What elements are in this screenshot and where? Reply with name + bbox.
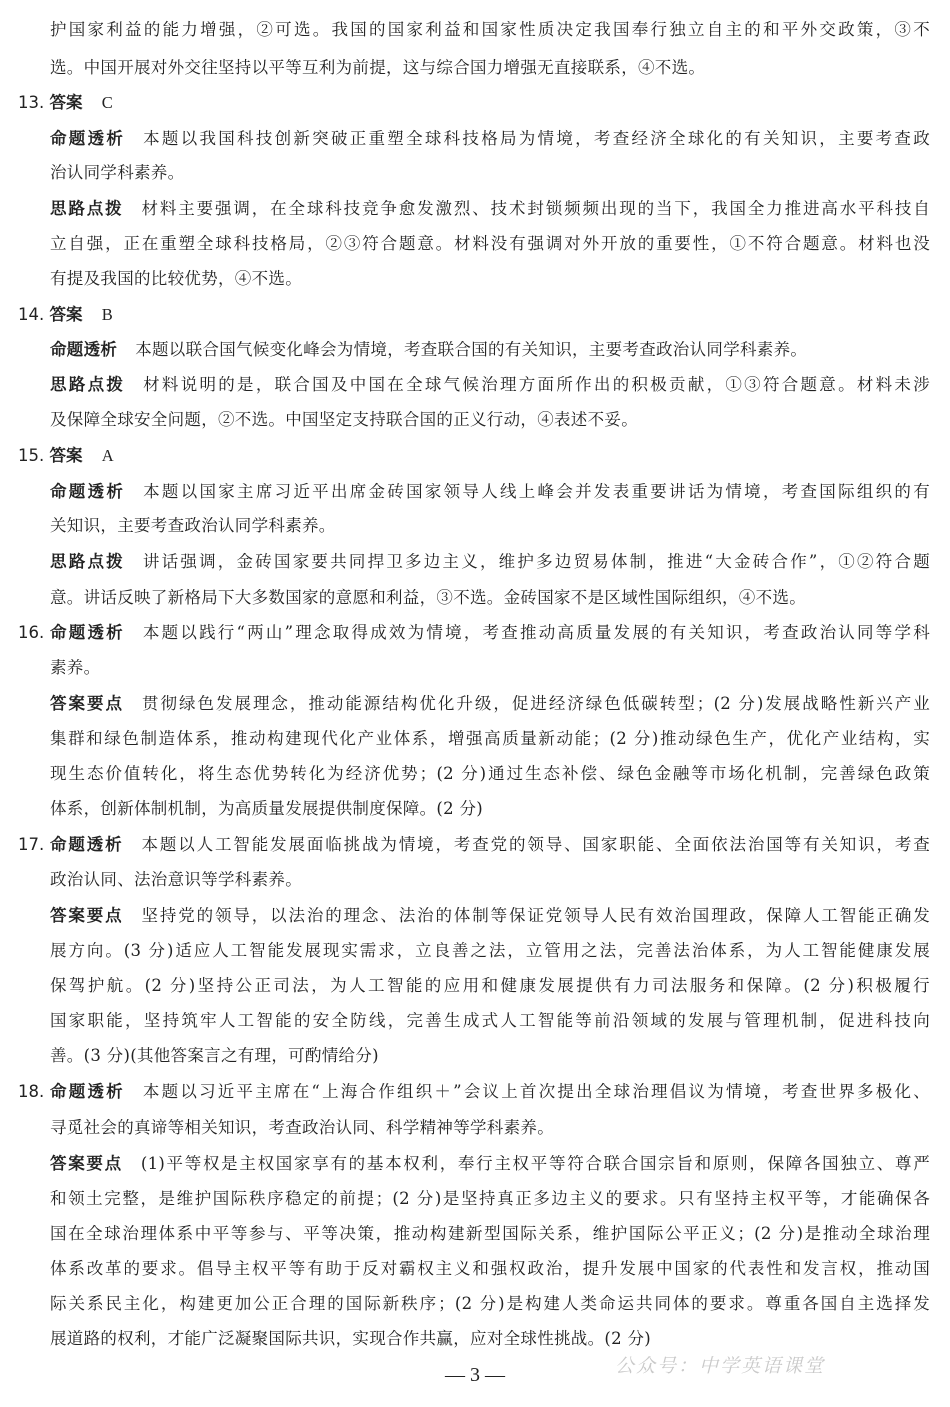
text-line: 有提及我国的比较优势，④不选。: [50, 269, 302, 288]
q14-intro: [50, 338, 930, 362]
text-line: 立自强，正在重塑全球科技格局，②③符合题意。材料没有强调对外开放的重要性，①不符合题意。材料也没: [50, 234, 930, 253]
analysis-text: 材料主要强调，在全球科技竞争愈发激烈、技术封锁频频出现的当下，我国全力推进高水平科技自: [141, 199, 930, 218]
q18-key: [50, 1152, 930, 1176]
key-points-label: 答案要点: [50, 694, 124, 713]
q14-answer-row: [18, 303, 113, 327]
intro-label: 命题透析: [50, 835, 124, 854]
q16-key: [50, 692, 930, 716]
answer-label: 答案: [49, 305, 83, 324]
q15-intro: [50, 480, 930, 504]
intro-label: 命题透析: [50, 1082, 125, 1101]
intro-text: 本题以践行“两山”理念取得成效为情境，考查推动高质量发展的有关知识，考查政治认同等学科: [142, 623, 930, 642]
text-line: 展道路的权利，才能广泛凝聚国际共识，实现合作共赢，应对全球性挑战。(2 分): [50, 1329, 652, 1348]
intro-label: 命题透析: [50, 340, 118, 359]
intro-text: 本题以联合国气候变化峰会为情境，考查联合国的有关知识，主要考查政治认同学科素养。: [135, 340, 808, 359]
q17-intro: [50, 833, 930, 857]
q18-number: 18.: [18, 1082, 45, 1101]
answer-label: 答案: [49, 93, 83, 112]
key-points-label: 答案要点: [50, 1154, 123, 1173]
text-line: 寻觅社会的真谛等相关知识，考查政治认同、科学精神等学科素养。: [50, 1118, 554, 1137]
text-line: 展方向。(3 分)适应人工智能发展现实需求，立良善之法，立管用之法，完善法治体系，为人工智能健康发展: [50, 941, 930, 960]
intro-text: 本题以国家主席习近平出席金砖国家领导人线上峰会并发表重要讲话为情境，考查国际组织的有: [143, 482, 930, 501]
intro-label: 命题透析: [50, 129, 126, 148]
question-number: 15.: [18, 446, 45, 465]
q13-intro: [50, 127, 930, 151]
q17-number: 17.: [18, 835, 45, 854]
answer-letter: C: [101, 93, 113, 112]
text-line: 关知识，主要考查政治认同学科素养。: [50, 516, 336, 535]
text-line: 际关系民主化，构建更加公正合理的国际新秩序；(2 分)是构建人类命运共同体的要求。尊重各国自主选择发: [50, 1294, 930, 1313]
text-line: 保驾护航。(2 分)坚持公正司法，为人工智能的应用和健康发展提供有力司法服务和保障。(2 分)积极履行: [50, 976, 930, 995]
text-line: 集群和绿色制造体系，推动构建现代化产业体系，增强高质量新动能；(2 分)推动绿色生产，优化产业结构，实: [50, 729, 930, 748]
q15-analysis: [50, 550, 930, 574]
q14-analysis: [50, 373, 930, 397]
analysis-label: 思路点拨: [50, 375, 126, 394]
text-line: 治认同学科素养。: [50, 163, 185, 182]
answer-letter: A: [101, 446, 114, 465]
q15-answer-row: [18, 444, 114, 468]
analysis-text: 材料说明的是，联合国及中国在全球气候治理方面所作出的积极贡献，①③符合题意。材料未涉: [143, 375, 930, 394]
text-line: 体系，创新体制机制，为高质量发展提供制度保障。(2 分): [50, 799, 484, 818]
q18-intro: [50, 1080, 930, 1104]
text-line: 善。(3 分)(其他答案言之有理，可酌情给分): [50, 1046, 379, 1065]
key-text: 贯彻绿色发展理念，推动能源结构优化升级，促进经济绿色低碳转型；(2 分)发展战略性新兴产业: [141, 694, 931, 713]
text-line: 素养。: [50, 658, 101, 677]
text-line: 及保障全球安全问题，②不选。中国坚定支持联合国的正义行动，④表述不妥。: [50, 410, 638, 429]
text-line: 护国家利益的能力增强，②可选。我国的国家利益和国家性质决定我国奉行独立自主的和平外交政策，③不: [50, 20, 930, 39]
text-line: 政治认同、法治意识等学科素养。: [50, 870, 302, 889]
intro-label: 命题透析: [50, 623, 125, 642]
analysis-text: 讲话强调，金砖国家要共同捍卫多边主义，维护多边贸易体制，推进“大金砖合作”，①②符合题: [142, 552, 930, 571]
intro-text: 本题以人工智能发展面临挑战为情境，考查党的领导、国家职能、全面依法治国等有关知识，考查: [141, 835, 930, 854]
answer-letter: B: [101, 305, 113, 324]
q16-intro: [50, 621, 930, 645]
text-line: 和领土完整，是维护国际秩序稳定的前提；(2 分)是坚持真正多边主义的要求。只有坚持主权平等，才能确保各: [50, 1189, 930, 1208]
q13-analysis: [50, 197, 930, 221]
text-line: 意。讲话反映了新格局下大多数国家的意愿和利益，③不选。金砖国家不是区域性国际组织，④不选。: [50, 588, 806, 607]
analysis-label: 思路点拨: [50, 199, 124, 218]
text-line: 体系改革的要求。倡导主权平等有助于反对霸权主义和强权政治，提升发展中国家的代表性和发言权，推动国: [50, 1259, 930, 1278]
watermark: 公众号：中学英语课堂: [615, 1355, 826, 1377]
key-text: (1)平等权是主权国家享有的基本权利，奉行主权平等符合联合国宗旨和原则，保障各国独立、尊严: [140, 1154, 931, 1173]
intro-text: 本题以我国科技创新突破正重塑全球科技格局为情境，考查经济全球化的有关知识，主要考查政: [143, 129, 930, 148]
question-number: 14.: [18, 305, 45, 324]
q16-number: 16.: [18, 623, 45, 642]
text-line: 国家职能，坚持筑牢人工智能的安全防线，完善生成式人工智能等前沿领域的发展与管理机制，促进科技向: [50, 1011, 930, 1030]
key-text: 坚持党的领导，以法治的理念、法治的体制等保证党领导人民有效治国理政，保障人工智能正确发: [141, 906, 930, 925]
intro-label: 命题透析: [50, 482, 126, 501]
page-number: — 3 —: [445, 1364, 505, 1386]
text-line: 现生态价值转化，将生态优势转化为经济优势；(2 分)通过生态补偿、绿色金融等市场化机制，完善绿色政策: [50, 764, 930, 783]
analysis-label: 思路点拨: [50, 552, 125, 571]
question-number: 13.: [18, 93, 45, 112]
text-line: 选。中国开展对外交往坚持以平等互利为前提，这与综合国力增强无直接联系，④不选。: [50, 58, 706, 77]
key-points-label: 答案要点: [50, 906, 124, 925]
text-line: 国在全球治理体系中平等参与、平等决策，推动构建新型国际关系，维护国际公平正义；(2 分)是推动全球治理: [50, 1224, 930, 1243]
q13-answer-row: [18, 91, 113, 115]
intro-text: 本题以习近平主席在“上海合作组织＋”会议上首次提出全球治理倡议为情境，考查世界多极化、: [142, 1082, 930, 1101]
q17-key: [50, 904, 930, 928]
answer-label: 答案: [49, 446, 83, 465]
